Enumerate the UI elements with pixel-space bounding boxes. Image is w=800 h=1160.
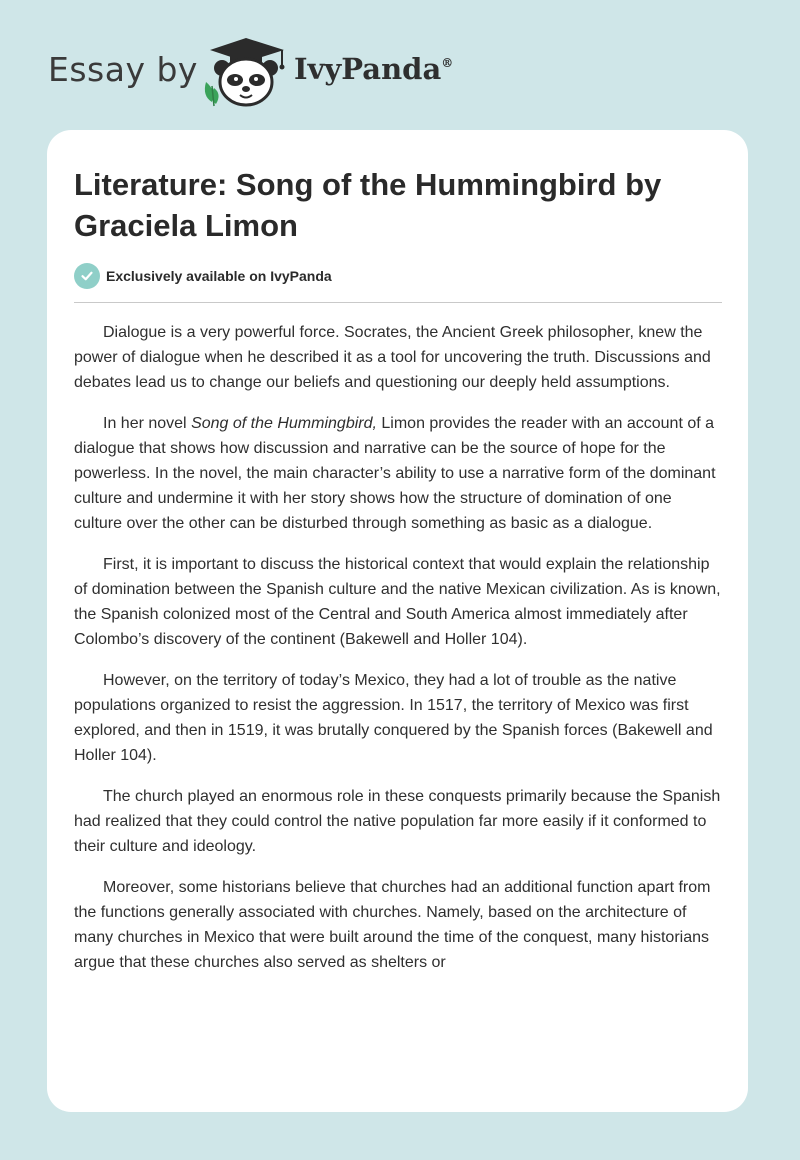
brand-text: IvyPanda: [294, 52, 442, 86]
paragraph: [74, 411, 722, 536]
registered-mark: ®: [441, 56, 454, 70]
exclusive-label: Exclusively available on IvyPanda: [106, 268, 332, 284]
paragraph: Dialogue is a very powerful force. Socrates, the Ancient Greek philosopher, knew the power of dialogue when he described it as a tool for uncovering the truth. Discussions and debates lead us to change our beliefs and questioning our deeply held assumptions.: [74, 324, 711, 391]
paragraph-text: In her novel: [103, 415, 192, 432]
paragraph: However, on the territory of today’s Mexico, they had a lot of trouble as the native populations organized to resist the aggression. In 1517, the territory of Mexico was first explored, and then in 1519, it was brutally conquered by the Spanish forces (Bakewell and Holler 104).: [74, 672, 713, 764]
article-body: [74, 320, 722, 991]
divider: [74, 302, 722, 303]
paragraph-text: Limon provides the reader with an account of a dialogue that shows how discussion and narrative can be the source of hope for the powerless. In the novel, the main character’s ability to use a narrative form of the dominant culture and undermine it with her story shows how the structure of domination of one culture over the other can be disturbed through something as basic as a dialogue.: [74, 415, 716, 532]
paragraph: First, it is important to discuss the historical context that would explain the relationship of domination between the Spanish culture and the native Mexican civilization. As is known, the Spanish colonized most of the Central and South America almost immediately after Colombo’s discovery of the continent (Bakewell and Holler 104).: [74, 556, 721, 648]
essay-by-label: Essay by: [48, 50, 198, 89]
book-title: Song of the Hummingbird,: [191, 415, 377, 432]
panda-graduate-icon: [200, 36, 292, 108]
article-card: [47, 130, 748, 1112]
paragraph: Moreover, some historians believe that churches had an additional function apart from the functions generally associated with churches. Namely, based on the architecture of many churches in Mexico that were built around the time of the conquest, many historians argue that these churches also served as shelters or: [74, 879, 711, 971]
exclusive-badge: [74, 263, 332, 289]
article-title: Literature: Song of the Hummingbird by Graciela Limon: [74, 167, 662, 243]
site-header: [0, 0, 800, 130]
paragraph: The church played an enormous role in these conquests primarily because the Spanish had realized that they could control the native population far more easily if it conformed to their culture and ideology.: [74, 788, 721, 855]
check-icon: [74, 263, 100, 289]
brand-name[interactable]: [294, 52, 453, 86]
